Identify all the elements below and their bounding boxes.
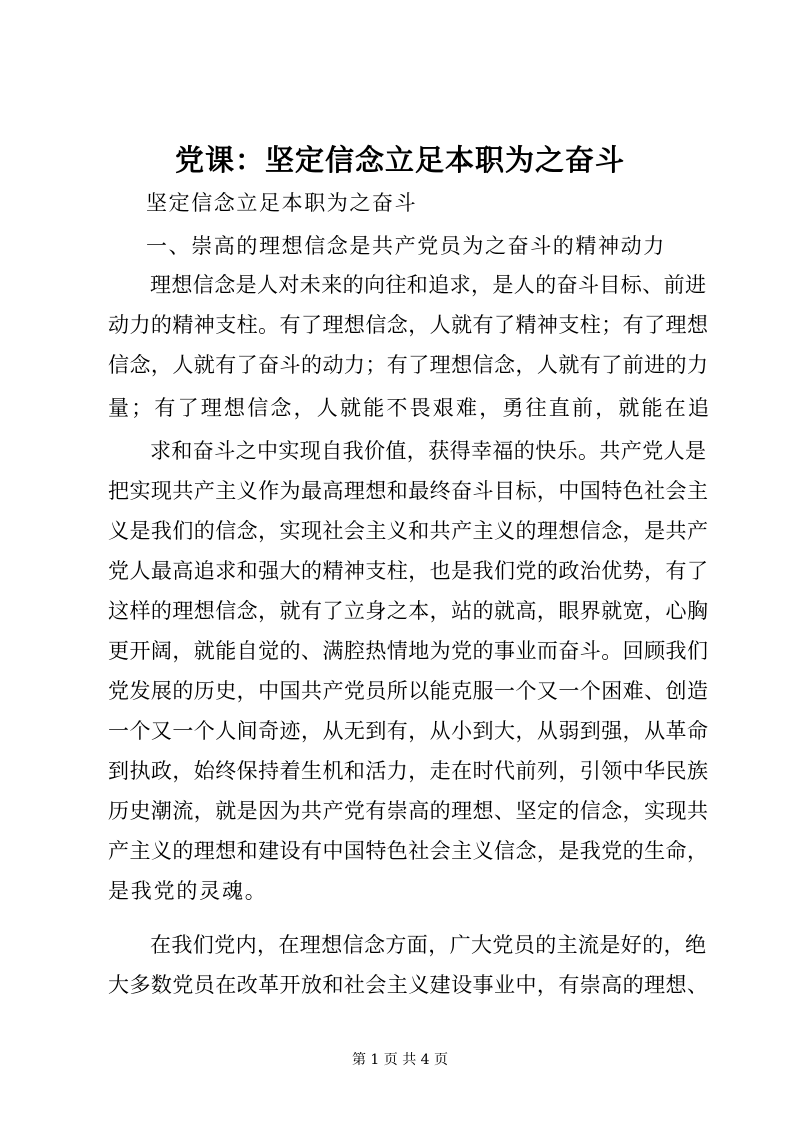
paragraph-line: 党发展的历史，中国共产党员所以能克服一个又一个困难、创造 [108, 679, 708, 703]
page-number-footer: 第 1 页 共 4 页 [351, 1052, 449, 1068]
paragraph-line: 大多数党员在改革开放和社会主义建设事业中，有崇高的理想、 [108, 973, 708, 997]
paragraph-line: 这样的理想信念，就有了立身之本，站的就高，眼界就宽，心胸 [108, 599, 708, 623]
paragraph-line: 把实现共产主义作为最高理想和最终奋斗目标，中国特色社会主 [108, 479, 708, 503]
paragraph-line: 更开阔，就能自觉的、满腔热情地为党的事业而奋斗。回顾我们 [108, 639, 708, 663]
paragraph-line: 求和奋斗之中实现自我价值，获得幸福的快乐。共产党人是 [150, 439, 706, 463]
paragraph-line: 历史潮流，就是因为共产党有崇高的理想、坚定的信念，实现共 [108, 799, 708, 823]
section-heading: 一、崇高的理想信念是共产党员为之奋斗的精神动力 [146, 234, 666, 258]
paragraph-line: 动力的精神支柱。有了理想信念，人就有了精神支柱；有了理想 [108, 313, 708, 337]
paragraph-line: 到执政，始终保持着生机和活力，走在时代前列，引领中华民族 [108, 759, 708, 783]
subtitle-line: 坚定信念立足本职为之奋斗 [146, 191, 418, 215]
paragraph-line: 是我党的灵魂。 [108, 879, 268, 903]
paragraph-line: 义是我们的信念，实现社会主义和共产主义的理想信念，是共产 [108, 519, 708, 543]
paragraph-line: 一个又一个人间奇迹，从无到有，从小到大，从弱到强，从革命 [108, 719, 708, 743]
paragraph-line: 量；有了理想信念，人就能不畏艰难，勇往直前，就能在追 [108, 396, 712, 420]
document-title: 党课：坚定信念立足本职为之奋斗 [174, 143, 625, 177]
paragraph-line: 党人最高追求和强大的精神支柱，也是我们党的政治优势，有了 [108, 559, 708, 583]
paragraph-line: 在我们党内，在理想信念方面，广大党员的主流是好的，绝 [150, 933, 706, 957]
paragraph-line: 信念，人就有了奋斗的动力；有了理想信念，人就有了前进的力 [108, 353, 708, 377]
paragraph-line: 产主义的理想和建设有中国特色社会主义信念，是我党的生命， [108, 839, 708, 863]
paragraph-line: 理想信念是人对未来的向往和追求，是人的奋斗目标、前进 [150, 273, 706, 297]
